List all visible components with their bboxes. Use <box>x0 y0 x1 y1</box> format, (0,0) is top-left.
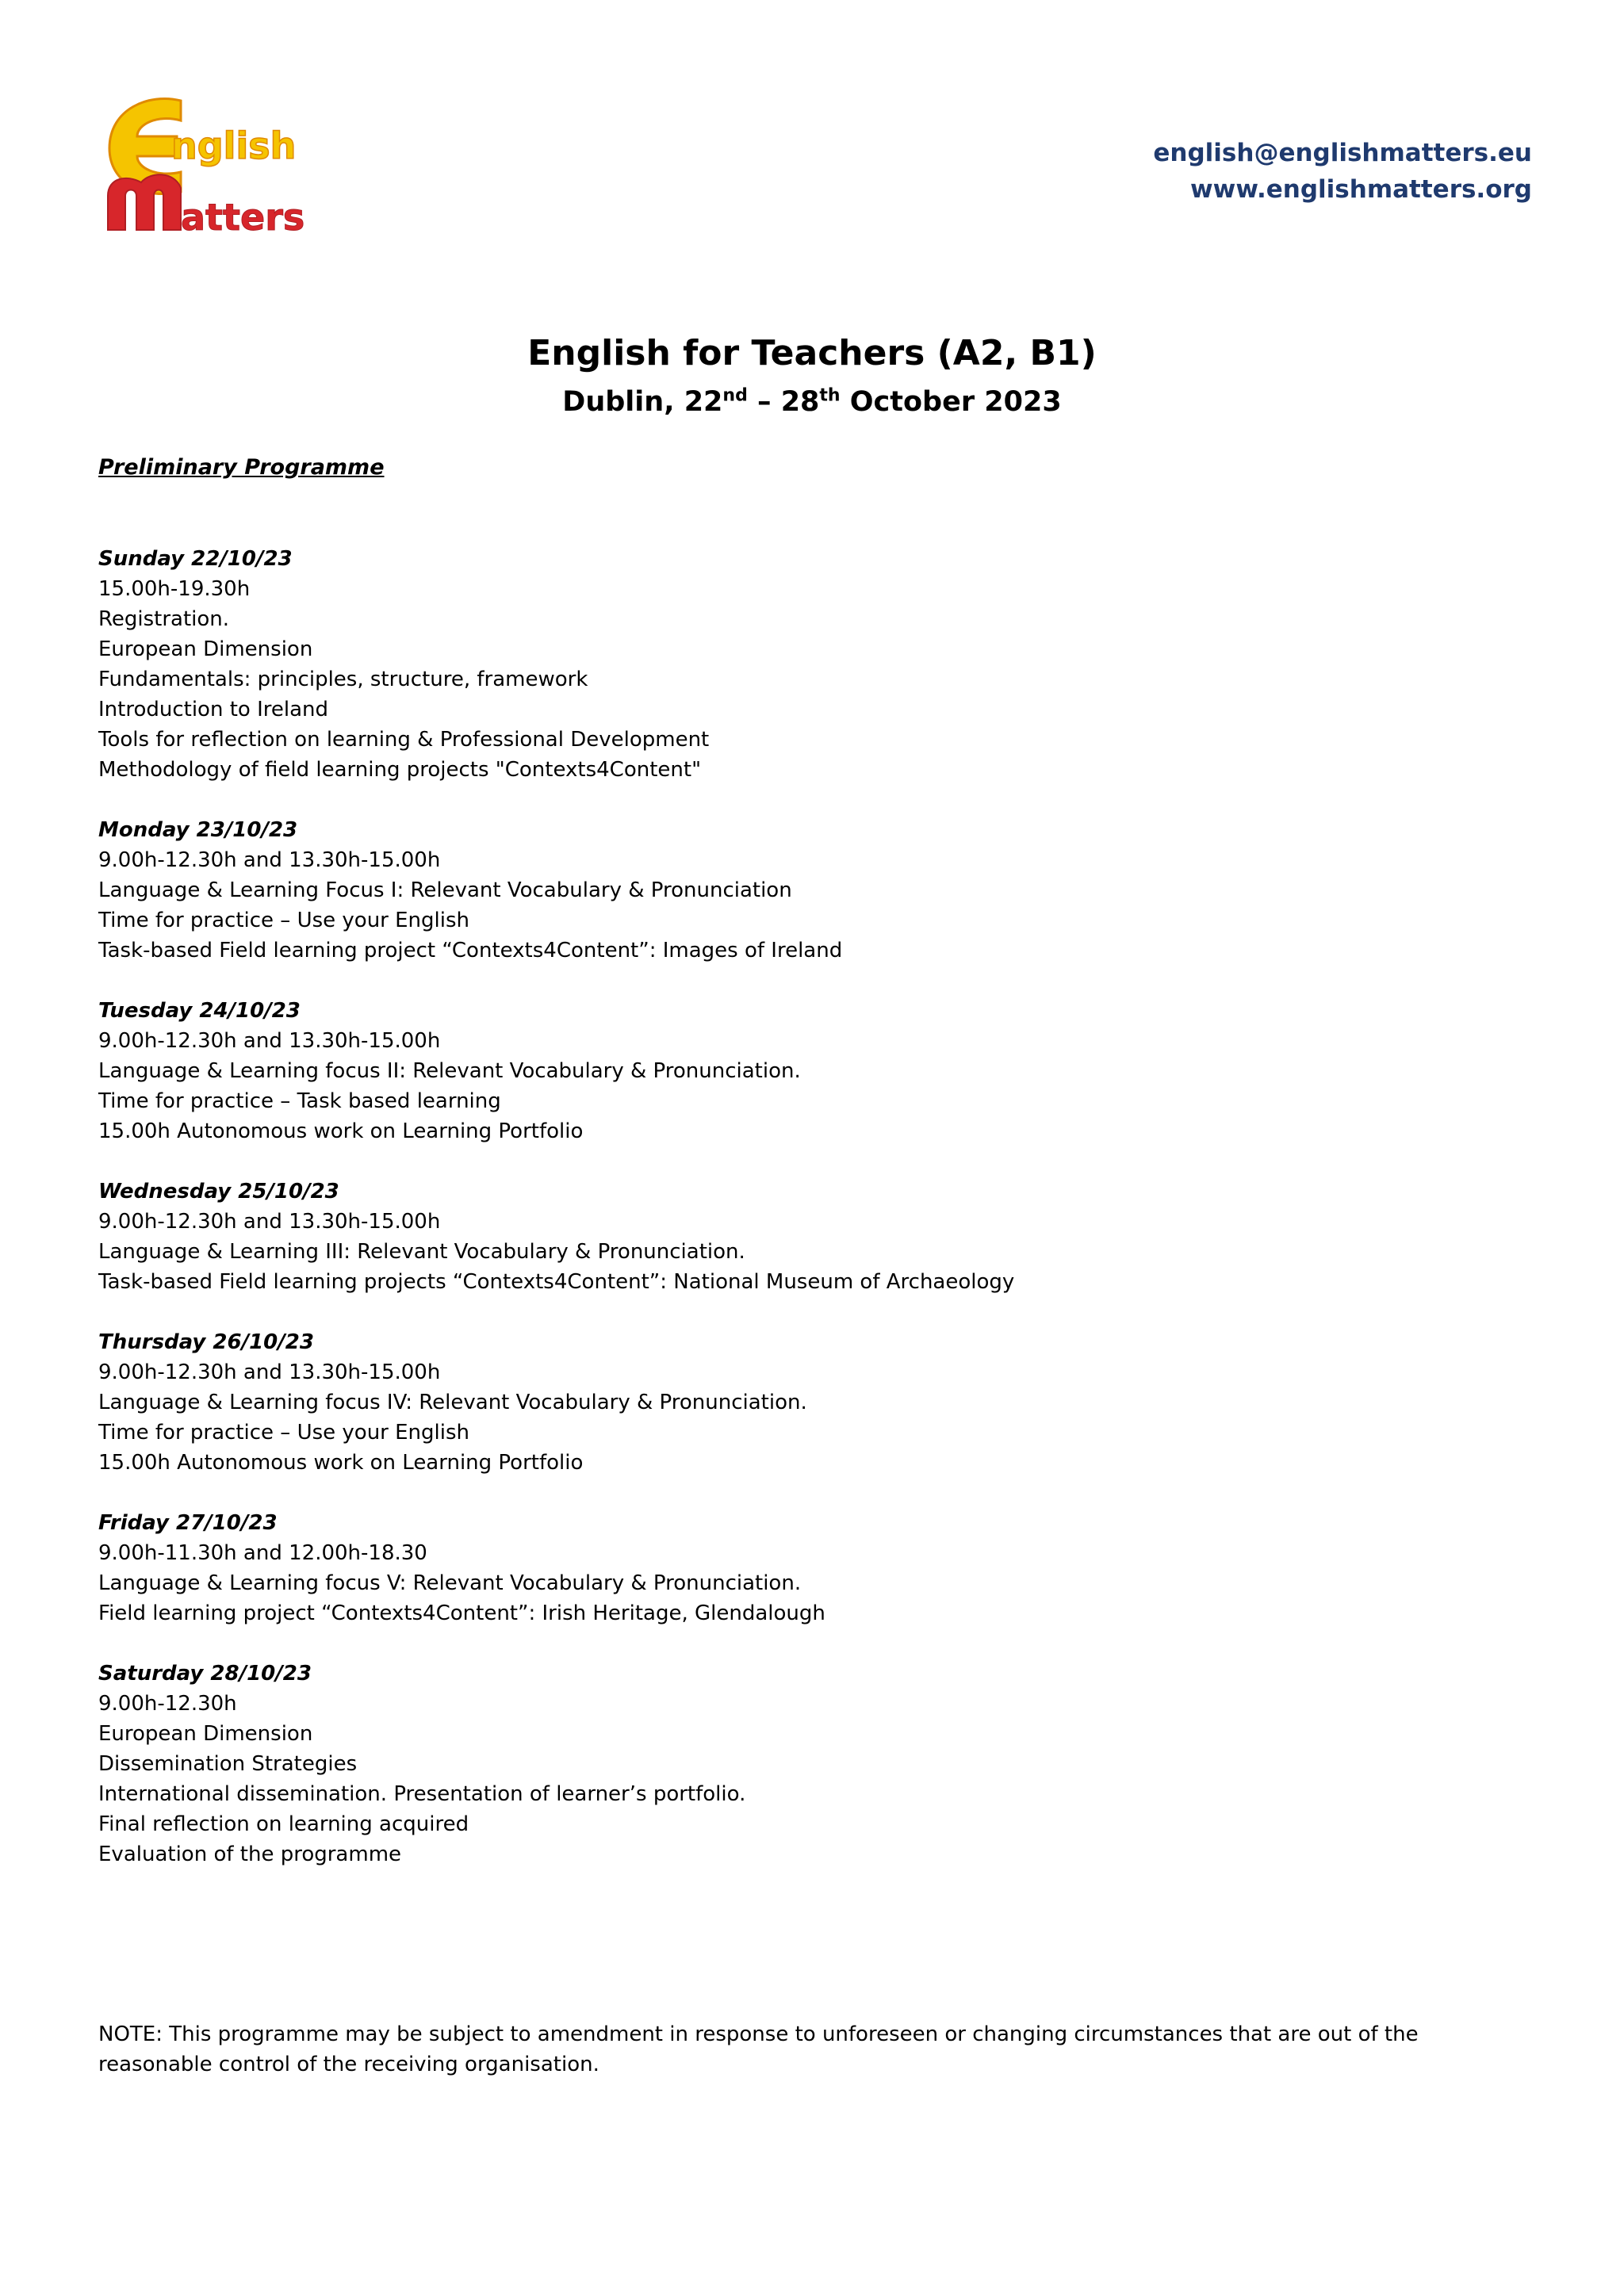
day-line: 9.00h-12.30h and 13.30h-15.00h <box>98 1210 441 1234</box>
day-heading: Friday 27/10/23 <box>98 1511 278 1535</box>
day-line: Time for practice – Use your English <box>98 1421 470 1445</box>
day-line: Fundamentals: principles, structure, framework <box>98 668 588 691</box>
day-line: 15.00h-19.30h <box>98 577 251 601</box>
day-heading: Monday 23/10/23 <box>98 818 298 842</box>
day-line: Language & Learning focus II: Relevant Vocabulary & Pronunciation. <box>98 1059 801 1083</box>
day-line: Language & Learning focus V: Relevant Vocabulary & Pronunciation. <box>98 1571 802 1595</box>
contact-website[interactable]: www.englishmatters.org <box>1190 175 1532 204</box>
amendment-note: NOTE: This programme may be subject to amendment in response to unforeseen or changing circumstances that are out of the reasonable control of the receiving organisation. <box>98 2022 1419 2076</box>
subtitle-end: October 2023 <box>840 386 1062 418</box>
contact-block <box>1153 135 1532 208</box>
subtitle-mid: – 28 <box>747 386 820 418</box>
day-heading: Tuesday 24/10/23 <box>98 999 301 1023</box>
english-matters-logo <box>102 89 339 235</box>
day-line: 15.00h Autonomous work on Learning Portfolio <box>98 1119 584 1143</box>
day-line: Evaluation of the programme <box>98 1843 402 1866</box>
day-line: Task-based Field learning projects “Contexts4Content”: National Museum of Archaeology <box>98 1270 1015 1294</box>
subtitle-city: Dublin, 22 <box>562 386 723 418</box>
day-heading: Wednesday 25/10/23 <box>98 1180 339 1203</box>
logo-m-shape <box>108 174 181 230</box>
day-line: Time for practice – Use your English <box>98 909 470 932</box>
programme-day <box>98 996 1526 1146</box>
day-line: European Dimension <box>98 637 313 661</box>
preliminary-programme-heading: Preliminary Programme <box>98 455 385 480</box>
day-line: Time for practice – Task based learning <box>98 1089 501 1113</box>
programme-day <box>98 544 1526 785</box>
day-line: Field learning project “Contexts4Content”: Irish Heritage, Glendalough <box>98 1601 825 1625</box>
day-line: 15.00h Autonomous work on Learning Portfolio <box>98 1451 584 1475</box>
day-line: Methodology of field learning projects "Contexts4Content" <box>98 758 702 782</box>
day-line: Tools for reflection on learning & Professional Development <box>98 728 710 752</box>
day-heading: Sunday 22/10/23 <box>98 547 293 571</box>
day-line: International dissemination. Presentation of learner’s portfolio. <box>98 1782 746 1806</box>
day-line: 9.00h-12.30h and 13.30h-15.00h <box>98 848 441 872</box>
day-line: Language & Learning Focus I: Relevant Vocabulary & Pronunciation <box>98 878 792 902</box>
day-heading: Saturday 28/10/23 <box>98 1662 312 1686</box>
svg-text:atters: atters <box>181 196 305 235</box>
day-line: European Dimension <box>98 1722 313 1746</box>
day-line: Task-based Field learning project “Contexts4Content”: Images of Ireland <box>98 939 843 962</box>
subtitle-sup-th: th <box>819 385 841 406</box>
day-line: Final reflection on learning acquired <box>98 1812 469 1836</box>
day-line: Dissemination Strategies <box>98 1752 358 1776</box>
day-line: 9.00h-12.30h and 13.30h-15.00h <box>98 1029 441 1053</box>
programme-day <box>98 1508 1526 1628</box>
programme-list <box>98 544 1526 1900</box>
day-line: Introduction to Ireland <box>98 698 328 721</box>
programme-day <box>98 1327 1526 1478</box>
contact-email[interactable]: english@englishmatters.eu <box>1153 139 1532 167</box>
page-title: English for Teachers (A2, B1) <box>527 333 1097 373</box>
programme-day <box>98 1659 1526 1869</box>
day-heading: Thursday 26/10/23 <box>98 1330 314 1354</box>
programme-day <box>98 1177 1526 1297</box>
day-line: Registration. <box>98 607 230 631</box>
svg-text:nglish: nglish <box>171 124 297 167</box>
day-line: 9.00h-12.30h and 13.30h-15.00h <box>98 1360 441 1384</box>
day-line: 9.00h-11.30h and 12.00h-18.30 <box>98 1541 427 1565</box>
day-line: Language & Learning focus IV: Relevant Vocabulary & Pronunciation. <box>98 1391 807 1414</box>
day-line: Language & Learning III: Relevant Vocabulary & Pronunciation. <box>98 1240 745 1264</box>
programme-day <box>98 815 1526 966</box>
subtitle-sup-nd: nd <box>722 385 748 406</box>
page-subtitle <box>0 384 1624 420</box>
day-line: 9.00h-12.30h <box>98 1692 237 1716</box>
